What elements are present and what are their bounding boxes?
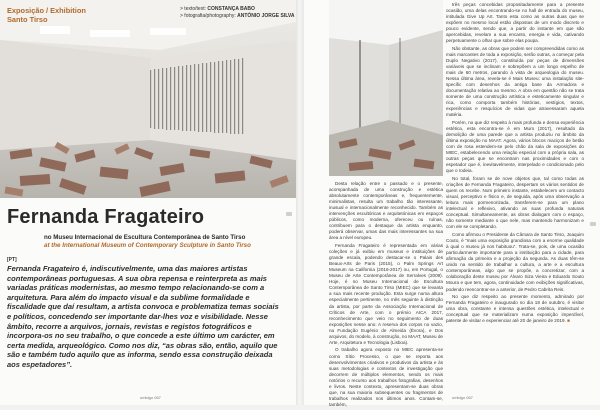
language-tag: [PT] [7,257,17,263]
page-tab-marker [286,212,292,216]
credit-text-label: > texto/text: [180,6,206,12]
spine-gutter [296,0,304,405]
body-paragraph-text: No que diz respeito ao presente momento, admirado por Fernanda Fragateiro e inaugurado no dia 18 de outubro, é visitar uma obra, constante e intensa questões estética, intelectual e conceptual que se materializam numa exposição imperdível, patente de visitar e experienciar até 20 de janeiro de 2019. [446,294,584,324]
body-paragraph: Desta relação entre o passado e o presente, acompanhada de uma construção e estética absolutamente contemporâneas e, frequentemente, minimalistas, resulta um trabalho tão interessante, inusual e internacionalmente reconhecido. Também as intervenções escultóricas e arquitetónicas em espaços públicos, como moderna, ofereceu ou ruínas, contribuem para o destaque da artista enquanto, poderá observar, umas das mais interessantes na sua área a nível europeu. [329,181,443,241]
left-page [0,0,296,405]
body-column-1 [329,181,443,410]
page-folio-left: umbigo 067 [140,395,161,400]
body-paragraph-last [446,294,584,324]
credit-photo-name: ANTÓNIO JORGE SILVA [237,13,295,19]
gallery-photo-illustration [0,0,296,198]
artwork-photo-illustration [329,0,443,176]
section-label-pt: Exposição / Exhibition [7,6,86,15]
body-paragraph: três peças concebidas propositadamente para a presente ocasião, uma delas encontrando-se no hall de entrada do museu, intitulada Give Up Art. Tanto esta como as outras duas que se expõem no mesmo local estão dispostas de um modo discreto e pouco evidente, sendo que, a partir do instante em que são apercebidas, revelam a sua encanto, energia e vida, cativando perpetuamente o olhar que sobre elas poupa. [446,2,584,44]
body-paragraph: Porém, no que diz respeito à mais profunda e densa experiência estética, esta encontra-se é em Muro (2017), resultado da demolição de uma parede que a artista produziu no âmbito da última exposição no MAAT. Agora, vários blocos maciços de betão com de rosa estendem-se pelo chão da sala de exposições do MIEC, estabelecendo uma relação especial com a própria sala, as outras peças que se encontram nas proximidades e com o espetador que é, inevitavelmente, interpelado e condicionado pelo que o rodeia. [446,120,584,174]
article-title: Fernanda Fragateiro [7,206,205,228]
body-paragraph: Não obstante, as obras que podem ser compreendidas como as mais marcantes de toda a exposição, serão outras, a começar pela Duplo Negativo (2017), constituída por peças de dimensões variáveis que se inclinam e sobrepõem a um longo espelho de mais de 60 metros, parando à vista de arqueologia do museu. Nessa última área, revela-se é Mais Museu: uma instalação site-specific com desenhos da antiga base da Armadora e documentação relativa ao mesmo. A obra em questão não se trata somente de uma construção artística e esteticamente singular e rica, como comporta também histórias, vestígios, textos, experiências e resquícios de vidas que atravessaram aquela matéria. [446,45,584,118]
credit-photo [180,13,294,20]
page-folio-right: umbigo 067 [452,395,473,400]
section-label [7,6,86,24]
venue-portuguese: no Museu Internacional de Escultura Contemporânea de Santo Tirso [44,234,246,241]
credits [180,6,294,20]
credit-text [180,6,294,13]
credit-photo-label: > fotografia/photography: [180,13,236,19]
gallery-photo [0,0,296,198]
section-label-en: Santo Tirso [7,15,48,24]
lead-paragraph: Fernanda Fragateiro é, indiscutivelmente, uma das maiores artistas contemporâneas portuguesas. A sua obra repensa e reinterpreta as mais variadas práticas modernistas, ao mesmo tempo relacionando-se com a arquitetura. Para além do impacto visual e da sublime formalidade e fiscalidade que daí resultam, a artista convoca e problematiza temas sociais e políticos, concedendo ser importante dar-lhes voz e visibilidade. Nesse âmbito, recorre a arquivos, jornais, revistas e registos fotográficos e incorpora-os no seu trabalho, o que concede a este último um carácter, em certa medida, arqueológico. Como nos diz, “as obras são, então, aquilo que são e também tudo aquilo que as informa, sendo essa construção deixada aos espetadores”. [7,264,279,369]
end-mark: ■ [567,318,570,324]
body-paragraph: No total, foram se de nove objetos que, tal como todas as criações de Fernanda Fragateiro, despertam os vários sentidos de quem os recebe. Num primeiro instante, estabelecem um contacto visual, perceptivo e físico e, de seguida, após uma observação a leitura mais pormenorizada, transferem-se para um plano intelectual e reflexivo, ativando as suas profunda naturais conceptual. Simultaneamente, as obras dialogam com o espaço, não somente mediante o que nele, mas mantendo harmonizam e com ele se completando. [446,176,584,230]
body-paragraph: Como afirmou o Presidente da Câmara de Santo Tirso, Joaquim Couto, é “mais uma exposição grandiosa com a enorme qualidade à qual o museu já nos habituou”. Trata-se, pois, de uma ocasião particularmente importante para a instituição para a cidade, para afirmação da primeira e a projeção da segunda. As duas têm-se unido na sentido de trabalhar a cultura, a arte e a escultura contemporâneas, algo que se propõe, a concretizar, com a colaboração deste museu por Álvaro Siza Vieira e Eduardo Souto Moura e que tem, agora, continuidade com exibições significativas, podendo reencontrar-se a anterior, de Pedro Cabrita Reis. [446,232,584,292]
venue-english: at the International Museum of Contemporary Sculpture in Santo Tirso [44,242,251,249]
artwork-photo [329,0,443,176]
body-paragraph: O trabalho agora exposto no MIEC apresenta-se como Sítio Processo, o que se reporta aos desenvolvimentos criativos e produtivos da artista e às suas metodologias e contextos de investigação que decorrem de múltiplos elementos, sendo os mais notórios o recurso aos trabalhos fotografias, desenhos e livros. Neste contexto, apresentam-se duas obras que, na sua maioria subsequentes ou fragmentos de trabalhos realizados nos últimos anos. Contam-se, também, [329,347,443,407]
body-column-2 [446,2,584,326]
body-paragraph: Fernanda Fragateiro é representada em várias coleções e já exibiu em museus e instituições de grande escala, podendo destacar-se o Palais des Beaux-Arts de Paris (2015), o Palm Springs Art Museum na California (2016-2017) ou, em Portugal, o Museu de Arte Contemporânea de Serralves (2009). Hoje, é no Museu Internacional de Escultura Contemporânea de Santo Tirso (MIEC) que se levanta a sua mais recente produção. Esta surge numa altura especialmente pertinente, no mês seguinte à distinção da artista, por parte da Associação Internacional de Críticos de Arte, com o prémio AICA 2017, reconhecimento que veio no seguimento de duas exposições nesse ano: A reserva dos corpos no vazio, na Fundação Eugénio de Almeida (Évora), e Dos arquivos, do modelo, à construção, no MAAT, Museu de Arte, Arquitetura e Tecnologia (Lisboa). [329,243,443,345]
credit-text-name: CONSTANÇA BABO [207,6,255,12]
page-tab-marker-right [590,222,596,226]
